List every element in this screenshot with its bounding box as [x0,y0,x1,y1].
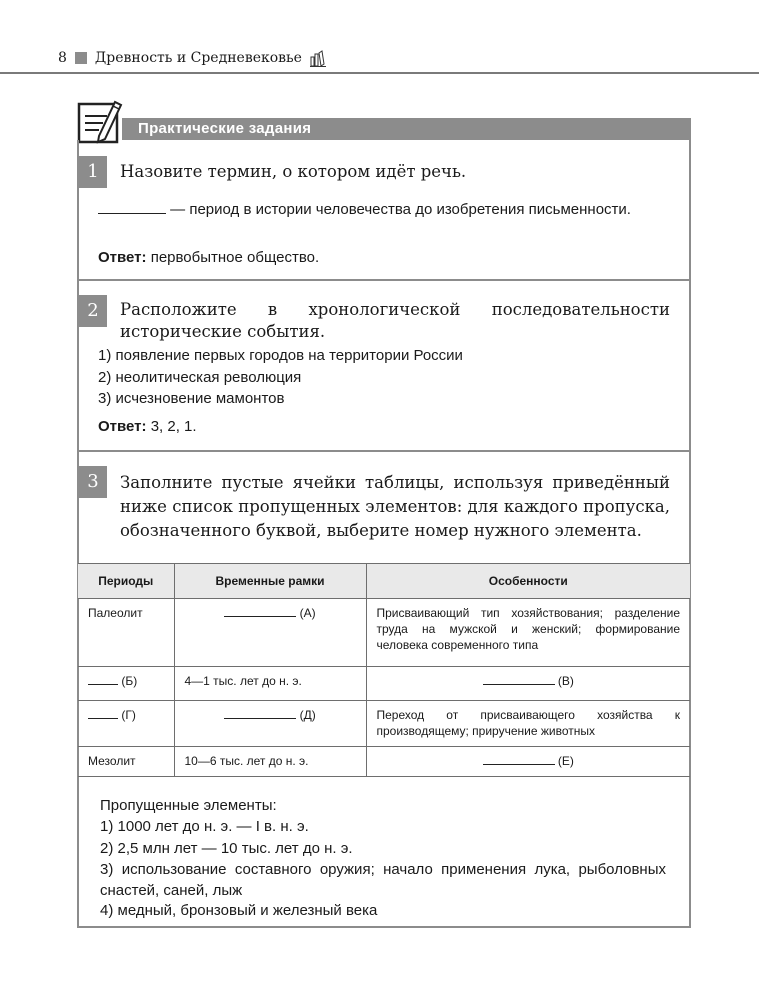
table-cell: 4—1 тыс. лет до н. э. [174,667,366,701]
notepad-pencil-icon [77,96,123,144]
header-rule [0,72,759,74]
table-cell [78,667,174,701]
task-statement [98,199,660,220]
section-title: Практические задания [122,118,691,140]
task-number: 3 [79,466,107,498]
task-question: Расположите в хронологической последовательности исторические события. [120,300,670,341]
table-cell: Мезолит [78,747,174,777]
list-item: 2) 2,5 млн лет — 10 тыс. лет до н. э. [100,840,353,857]
running-title: Древность и Средневековье [94,50,302,66]
list-item: 1) появление первых городов на территории России [98,347,463,364]
table-row [78,701,690,747]
statement-text: — период в истории человечества до изобретения письменности. [170,201,631,218]
periods-table [78,563,690,777]
answer-line [98,247,319,268]
table-cell [174,599,366,667]
answer-blank [98,213,166,214]
blank-letter: (Б) [121,674,138,688]
table-cell: Переход от присваивающего хозяйства к производящему; приручение животных [366,701,690,747]
task-number: 1 [79,156,107,188]
list-item: 4) медный, бронзовый и железный века [100,902,378,919]
answer-label: Ответ: [98,418,147,435]
books-icon [310,49,326,67]
column-header: Особенности [366,564,690,599]
table-cell [366,667,690,701]
table-cell [174,701,366,747]
table-cell [366,747,690,777]
task-number: 2 [79,295,107,327]
page-number: 8 [58,50,67,66]
task-divider [77,450,691,452]
list-item: 3) использование составного оружия; начало применения лука, рыболовных снастей, саней, лыж [100,861,666,899]
answer-blank [483,684,555,685]
table-cell: Палеолит [78,599,174,667]
blank-letter: (Г) [121,708,136,722]
answer-line [98,416,197,437]
list-item: 3) исчезновение мамонтов [98,390,285,407]
table-cell: Присваивающий тип хозяйствования; разделение труда на мужской и женский; формирование человека современного типа [366,599,690,667]
answer-blank [88,684,118,685]
list-item: 1) 1000 лет до н. э. — I в. н. э. [100,818,309,835]
answer-blank [224,718,296,719]
blank-letter: (Д) [299,708,316,722]
table-header-row [78,564,690,599]
answer-text: 3, 2, 1. [150,418,197,435]
column-header: Временные рамки [174,564,366,599]
table-row [78,667,690,701]
blank-letter: (В) [557,674,574,688]
answer-text: первобытное общество. [150,249,320,266]
answer-blank [483,764,555,765]
list-item: 2) неолитическая революция [98,369,302,386]
answer-blank [224,616,296,617]
table-row [78,599,690,667]
table-cell [78,701,174,747]
task-question: Назовите термин, о котором идёт речь. [120,162,467,181]
blank-letter: (А) [299,606,316,620]
task-divider [77,279,691,281]
answer-blank [88,718,118,719]
column-header: Периоды [78,564,174,599]
task-question: Заполните пустые ячейки таблицы, используя приведённый ниже список пропущенных элементов: для каждого пропуска, обозначенного буквой, выберите номер нужного элемента. [120,473,670,540]
running-header [58,46,326,70]
answer-label: Ответ: [98,249,147,266]
table-cell: 10—6 тыс. лет до н. э. [174,747,366,777]
header-square-icon [75,52,87,64]
table-row [78,747,690,777]
missing-elements-title: Пропущенные элементы: [100,797,277,814]
blank-letter: (Е) [557,754,574,768]
